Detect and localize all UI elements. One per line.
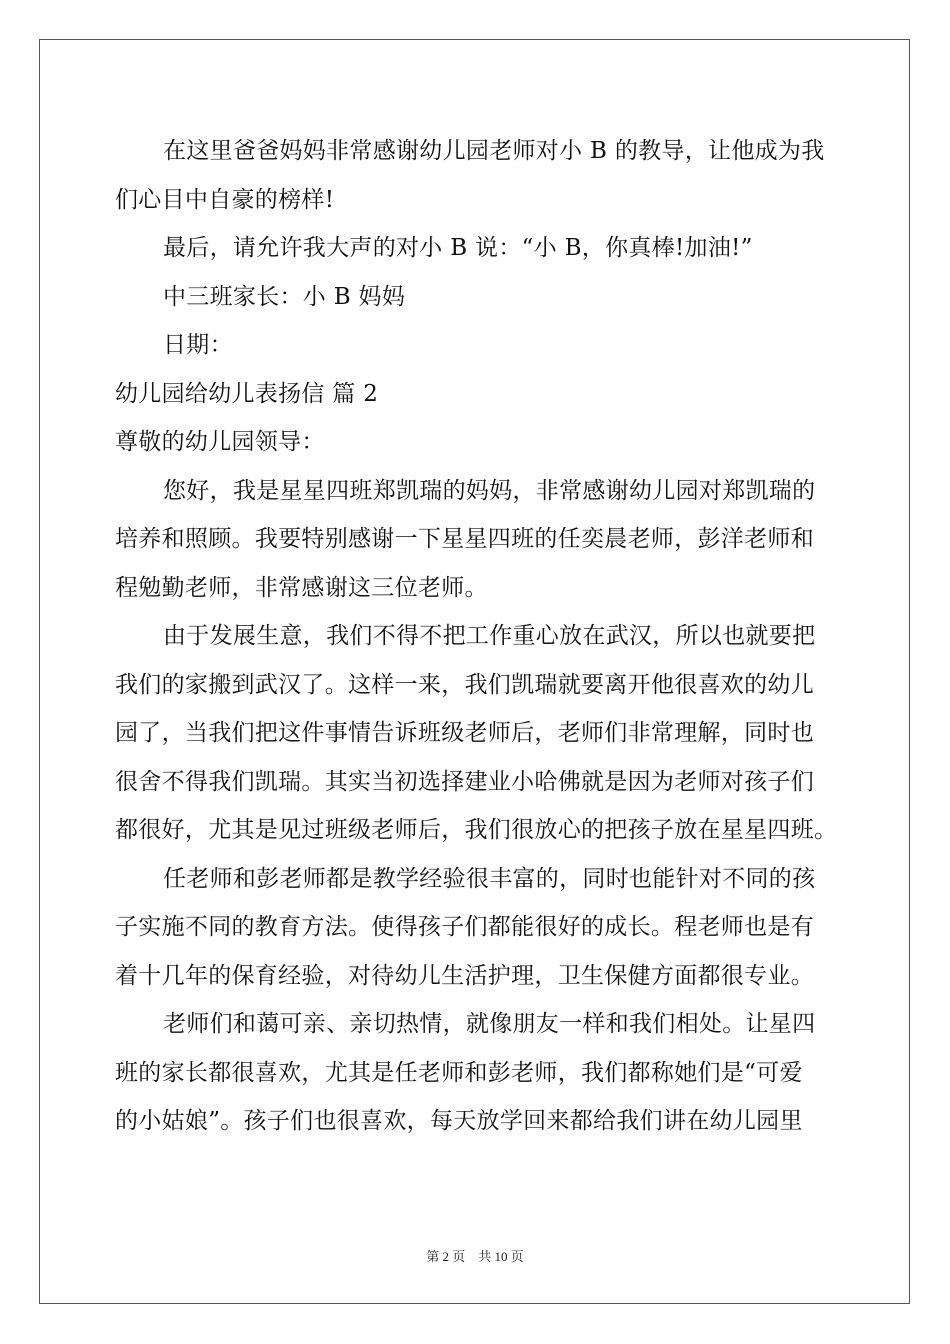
document-body (115, 127, 840, 1146)
paragraph-line: 您好，我是星星四班郑凯瑞的妈妈，非常感谢幼儿园对郑凯瑞的 (163, 477, 816, 504)
paragraph-line: 我们的家搬到武汉了。这样一来，我们凯瑞就要离开他很喜欢的幼儿 (115, 671, 814, 698)
section-heading: 幼儿园给幼儿表扬信 篇 2 (115, 380, 379, 407)
paragraph-line: 由于发展生意，我们不得不把工作重心放在武汉，所以也就要把 (163, 623, 816, 649)
paragraph-line: 着十几年的保育经验，对待幼儿生活护理，卫生保健方面都很专业。 (115, 962, 814, 989)
paragraph-line: 任老师和彭老师都是教学经验很丰富的，同时也能针对不同的孩 (163, 865, 816, 892)
paragraph-line: 子实施不同的教育方法。使得孩子们都能很好的成长。程老师也是有 (115, 914, 814, 940)
page-number-footer: 第 2 页 共 10 页 (426, 1249, 524, 1264)
paragraph-line: 园了，当我们把这件事情告诉班级老师后，老师们非常理解，同时也 (115, 720, 814, 746)
paragraph-line: 最后，请允许我大声的对小 B 说：“小 B，你真棒!加油!” (163, 235, 753, 261)
paragraph-line: 们心目中自豪的榜样! (115, 186, 335, 213)
paragraph-line: 在这里爸爸妈妈非常感谢幼儿园老师对小 B 的教导，让他成为我 (163, 138, 825, 164)
paragraph-line: 很舍不得我们凯瑞。其实当初选择建业小哈佛就是因为老师对孩子们 (115, 768, 814, 795)
salutation: 尊敬的幼儿园领导： (115, 429, 325, 455)
paragraph-line: 都很好，尤其是见过班级老师后，我们很放心的把孩子放在星星四班。 (115, 817, 838, 843)
signature-line: 中三班家长：小 B 妈妈 (163, 283, 406, 310)
date-line: 日期： (163, 332, 233, 358)
paragraph-line: 培养和照顾。我要特别感谢一下星星四班的任奕晨老师，彭洋老师和 (115, 526, 814, 552)
paragraph-line: 的小姑娘”。孩子们也很喜欢，每天放学回来都给我们讲在幼儿园里 (115, 1108, 803, 1134)
paragraph-line: 老师们和蔼可亲、亲切热情，就像朋友一样和我们相处。让星四 (163, 1011, 816, 1037)
paragraph-line: 程勉勤老师，非常感谢这三位老师。 (115, 574, 488, 601)
paragraph-line: 班的家长都很喜欢，尤其是任老师和彭老师，我们都称她们是“可爱 (115, 1059, 803, 1086)
